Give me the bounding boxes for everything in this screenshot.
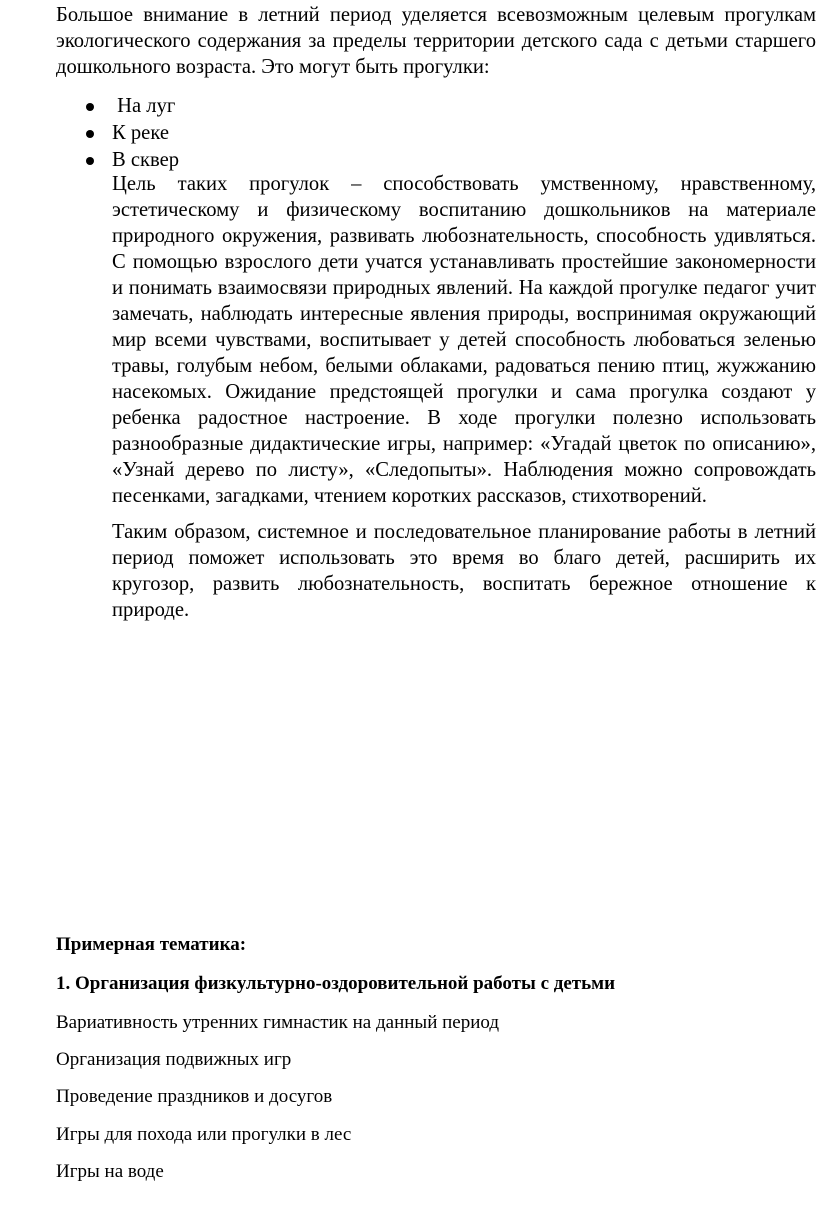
topic-item: Проведение праздников и досугов	[56, 1086, 333, 1107]
topic-item: Игры на воде	[56, 1161, 164, 1182]
intro-paragraph: Большое внимание в летний период уделяется всевозможным целевым прогулкам экологического содержания за пределы территории детского сада с детьми старшего дошкольного возраста. Это могут быть прогулки:	[56, 4, 816, 78]
topic-item: Игры для похода или прогулки в лес	[56, 1124, 352, 1145]
bullet-icon	[86, 130, 94, 138]
list-item	[0, 147, 816, 174]
list-item-text: К реке	[112, 122, 169, 144]
bullet-icon	[86, 157, 94, 165]
list-item	[0, 120, 816, 147]
topics-heading: Примерная тематика:	[56, 934, 247, 955]
list-item-text: В сквер	[112, 149, 180, 171]
conclusion-paragraph: Таким образом, системное и последовательное планирование работы в летний период поможет использовать это время во благо детей, расширить их кругозор, развить любознательность, воспитать бережное отношение к природе.	[112, 521, 816, 621]
topic-item: Организация подвижных игр	[56, 1049, 292, 1070]
walks-bullet-list	[0, 93, 816, 174]
list-item	[0, 93, 816, 120]
goal-paragraph: Цель таких прогулок – способствовать умственному, нравственному, эстетическому и физическому воспитанию дошкольников на материале природного окружения, развивать любознательность, способность удивляться. С помощью взрослого дети учатся устанавливать простейшие закономерности и понимать взаимосвязи природных явлений. На каждой прогулке педагог учит замечать, наблюдать интересные явления природы, воспринимая окружающий мир всеми чувствами, воспитывает у детей способность любоваться зеленью травы, голубым небом, белыми облаками, радоваться пению птиц, жужжанию насекомых. Ожидание предстоящей прогулки и сама прогулка создают у ребенка радостное настроение. В ходе прогулки полезно использовать разнообразные дидактические игры, например: «Угадай цветок по описанию», «Узнай дерево по листу», «Следопыты». Наблюдения можно сопровождать песенками, загадками, чтением коротких рассказов, стихотворений.	[112, 173, 816, 507]
bullet-icon	[86, 103, 94, 111]
list-item-text: На луг	[112, 95, 176, 117]
section-heading: 1. Организация физкультурно-оздоровительной работы с детьми	[56, 973, 616, 994]
topic-item: Вариативность утренних гимнастик на данный период	[56, 1012, 500, 1033]
